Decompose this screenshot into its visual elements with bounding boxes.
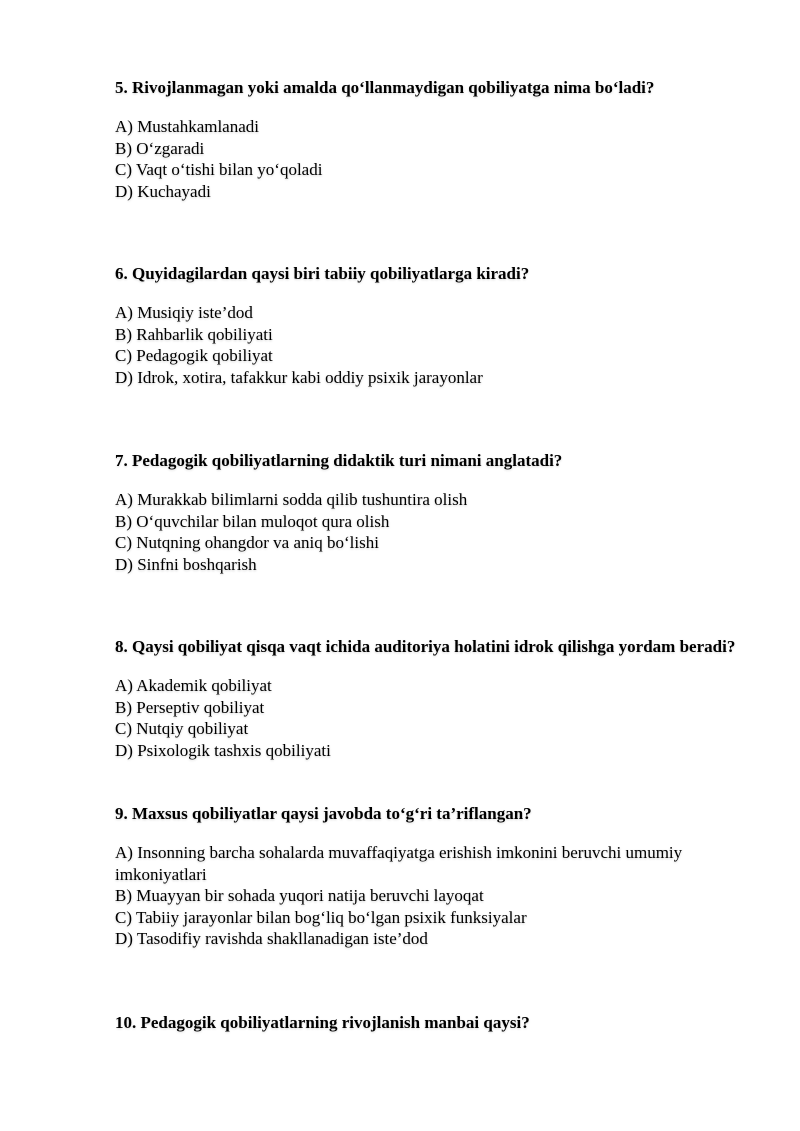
answer-option-b: B) O‘zgaradi	[115, 138, 205, 158]
answer-options	[115, 302, 755, 388]
answer-option-d: D) Psixologik tashxis qobiliyati	[115, 740, 331, 760]
question-8	[115, 636, 755, 761]
question-title: 10. Pedagogik qobiliyatlarning rivojlanish manbai qaysi?	[115, 1013, 530, 1032]
answer-option-d: D) Idrok, xotira, tafakkur kabi oddiy psixik jarayonlar	[115, 367, 483, 387]
answer-option-b: B) Muayyan bir sohada yuqori natija beruvchi layoqat	[115, 886, 484, 906]
answer-options	[115, 675, 755, 761]
answer-options	[115, 116, 755, 202]
answer-option-c: C) Nutqning ohangdor va aniq bo‘lishi	[115, 533, 379, 553]
question-9	[115, 803, 755, 950]
answer-option-b: B) O‘quvchilar bilan muloqot qura olish	[115, 511, 390, 531]
question-5	[115, 77, 755, 202]
answer-option-c: C) Pedagogik qobiliyat	[115, 346, 273, 366]
question-title: 9. Maxsus qobiliyatlar qaysi javobda to‘g‘ri ta’riflangan?	[115, 804, 532, 823]
answer-option-b: B) Rahbarlik qobiliyati	[115, 324, 273, 344]
question-10	[115, 1012, 755, 1034]
answer-option-b: B) Perseptiv qobiliyat	[115, 697, 265, 717]
answer-option-c: C) Nutqiy qobiliyat	[115, 719, 249, 739]
answer-option-d: D) Sinfni boshqarish	[115, 554, 257, 574]
answer-options	[115, 842, 755, 950]
answer-option-d: D) Kuchayadi	[115, 181, 211, 201]
answer-option-c: C) Vaqt o‘tishi bilan yo‘qoladi	[115, 160, 323, 180]
answer-option-a: A) Insonning barcha sohalarda muvaffaqiyatga erishish imkonini beruvchi umumiy imkoniyatlari	[115, 843, 683, 884]
answer-options	[115, 489, 755, 575]
answer-option-a: A) Mustahkamlanadi	[115, 117, 259, 136]
question-title: 6. Quyidagilardan qaysi biri tabiiy qobiliyatlarga kiradi?	[115, 264, 530, 283]
question-title: 8. Qaysi qobiliyat qisqa vaqt ichida auditoriya holatini idrok qilishga yordam beradi?	[115, 637, 736, 656]
answer-option-a: A) Murakkab bilimlarni sodda qilib tushuntira olish	[115, 490, 468, 509]
question-title: 5. Rivojlanmagan yoki amalda qo‘llanmaydigan qobiliyatga nima bo‘ladi?	[115, 78, 655, 97]
answer-option-c: C) Tabiiy jarayonlar bilan bog‘liq bo‘lgan psixik funksiyalar	[115, 907, 527, 927]
answer-option-d: D) Tasodifiy ravishda shakllanadigan iste’dod	[115, 929, 428, 949]
answer-option-a: A) Akademik qobiliyat	[115, 676, 272, 695]
question-6	[115, 263, 755, 388]
question-7	[115, 450, 755, 575]
answer-option-a: A) Musiqiy iste’dod	[115, 303, 253, 322]
question-title: 7. Pedagogik qobiliyatlarning didaktik turi nimani anglatadi?	[115, 451, 563, 470]
